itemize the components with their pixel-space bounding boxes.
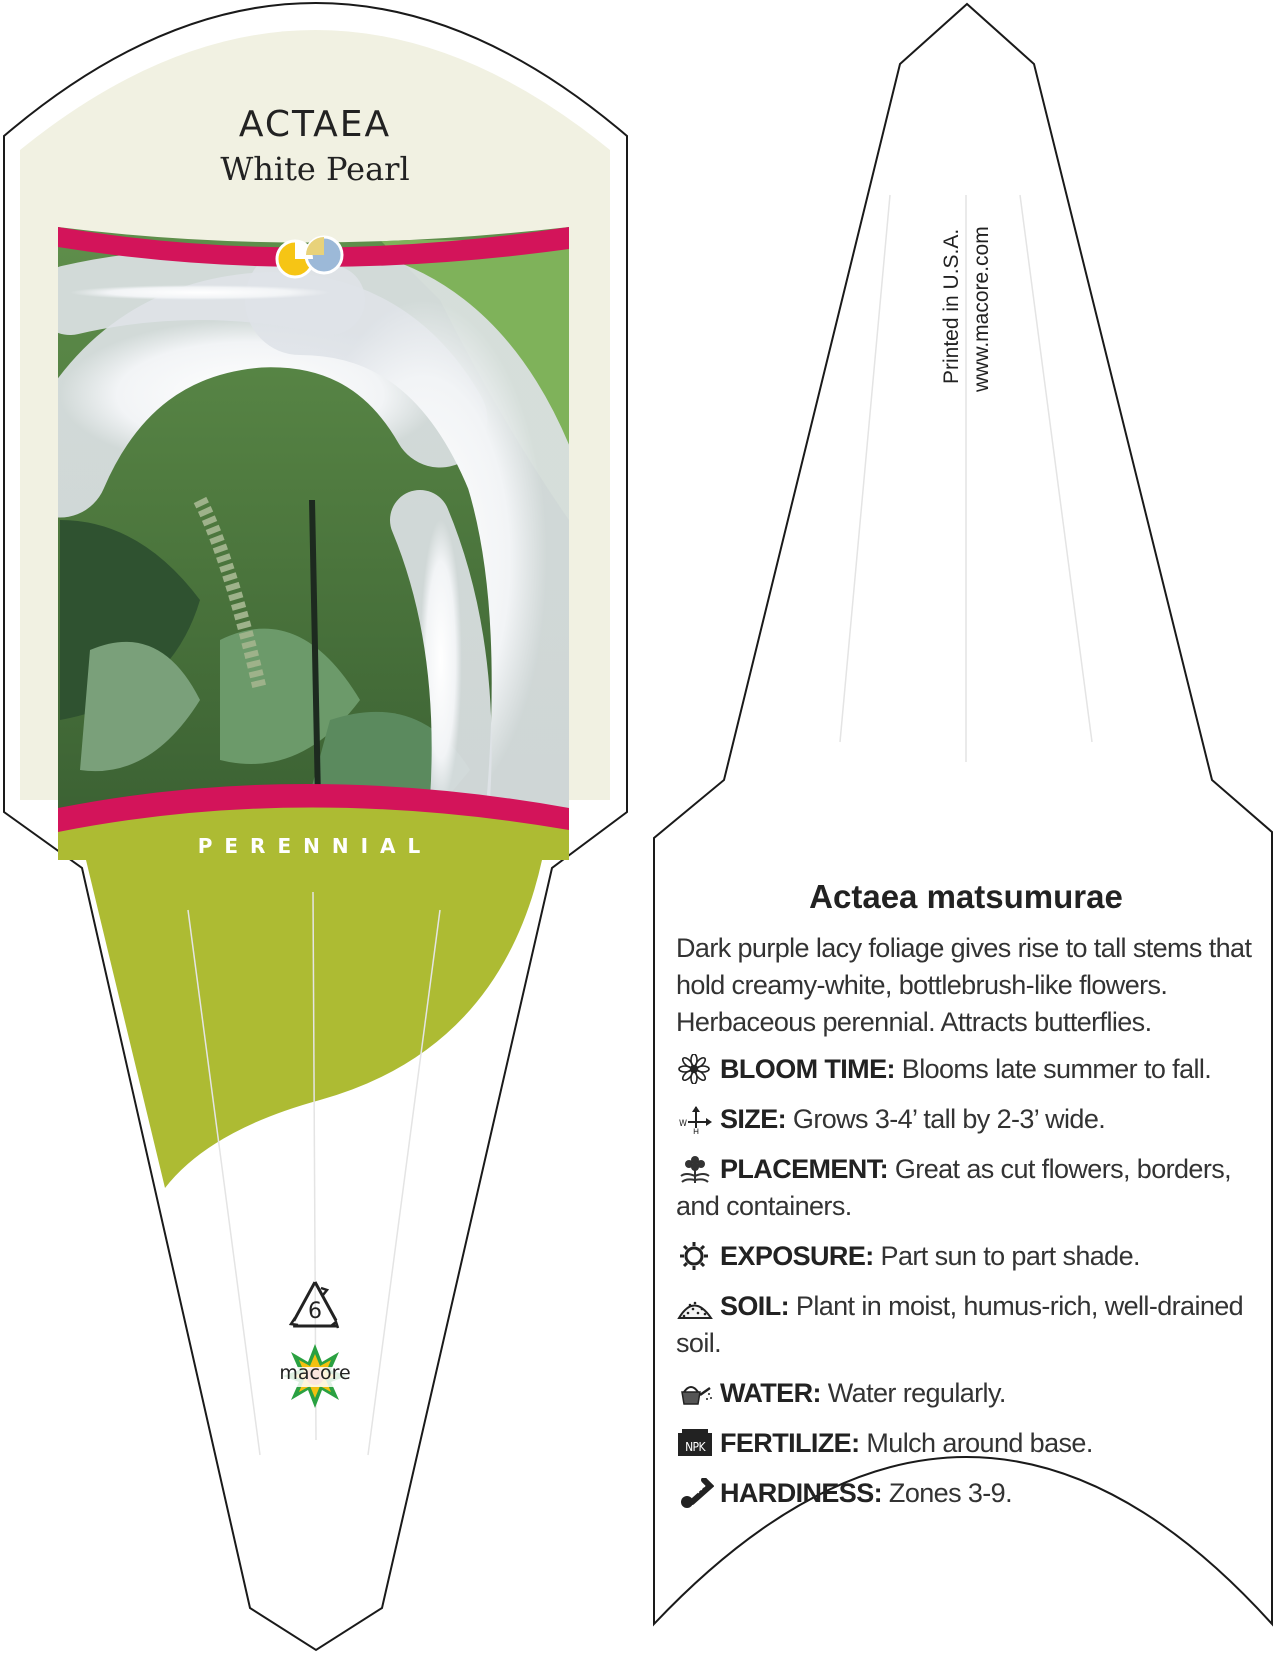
attr-label: BLOOM TIME: [720, 1054, 895, 1084]
size-arrows-icon [676, 1104, 714, 1134]
attr-label: FERTILIZE: [720, 1428, 860, 1458]
thermometer-icon [676, 1478, 714, 1508]
svg-text:H: H [693, 1128, 699, 1134]
attr-text: Water regularly. [827, 1378, 1006, 1408]
exposure-row [676, 1238, 1256, 1275]
attr-label: EXPOSURE: [720, 1241, 874, 1271]
soil-icon [676, 1291, 714, 1321]
species-name: Actaea matsumurae [809, 878, 1123, 915]
svg-text:W: W [679, 1119, 687, 1129]
watering-can-icon [676, 1378, 714, 1408]
attr-text: Great as cut flowers, borders, and containers. [676, 1154, 1232, 1221]
bloom-time-row [676, 1051, 1256, 1088]
soil-row [676, 1288, 1256, 1362]
emblem-icon [277, 237, 342, 277]
attr-text: Plant in moist, humus-rich, well-drained soil. [676, 1291, 1244, 1358]
attr-text: Part sun to part shade. [880, 1241, 1140, 1271]
attr-text: Blooms late summer to fall. [901, 1054, 1212, 1084]
placement-row [676, 1151, 1256, 1225]
attr-label: HARDINESS: [720, 1478, 883, 1508]
attr-text: Mulch around base. [866, 1428, 1093, 1458]
plant-description: Dark purple lacy foliage gives rise to tall stems that hold creamy-white, bottlebrush-like flowers. Herbaceous perennial. Attracts butterflies. [676, 933, 1252, 1037]
water-row [676, 1375, 1256, 1412]
brand-wordmark: macore [279, 1362, 351, 1384]
fertilize-row [676, 1425, 1256, 1462]
svg-text:NPK: NPK [685, 1440, 705, 1454]
attr-label: WATER: [720, 1378, 821, 1408]
hardiness-row [676, 1475, 1256, 1512]
recycle-code: 6 [308, 1299, 322, 1324]
category-label: PERENNIAL [197, 834, 433, 858]
plant-photo [58, 227, 569, 830]
printed-in-label: Printed in U.S.A. [940, 228, 963, 384]
cultivar-name: White Pearl [220, 150, 410, 188]
genus-title: ACTAEA [238, 104, 392, 145]
sun-icon [676, 1241, 714, 1271]
attr-label: SOIL: [720, 1291, 789, 1321]
website-label: www.macore.com [970, 226, 993, 392]
recycle-icon [285, 1278, 345, 1336]
attr-label: PLACEMENT: [720, 1154, 888, 1184]
size-row [676, 1101, 1256, 1138]
attr-text: Zones 3-9. [888, 1478, 1012, 1508]
care-info [676, 878, 1256, 1525]
attr-label: SIZE: [720, 1104, 787, 1134]
placement-icon [676, 1154, 714, 1184]
flower-icon [676, 1054, 714, 1084]
attr-text: Grows 3-4’ tall by 2-3’ wide. [792, 1104, 1106, 1134]
npk-icon [676, 1428, 714, 1458]
